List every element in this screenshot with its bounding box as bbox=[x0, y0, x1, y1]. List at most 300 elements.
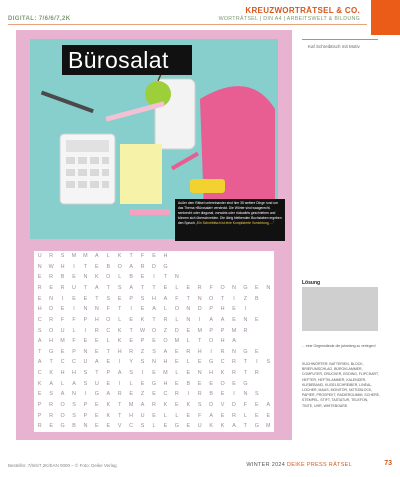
grid-letter: A bbox=[140, 402, 145, 409]
grid-letter: C bbox=[163, 391, 168, 398]
grid-letter: L bbox=[175, 284, 179, 291]
grid-letter: H bbox=[129, 412, 134, 419]
grid-letter: R bbox=[232, 370, 236, 377]
grid-letter: R bbox=[140, 263, 145, 270]
footer-issue bbox=[246, 462, 352, 468]
grid-letter: I bbox=[256, 359, 258, 366]
grid-letter: L bbox=[118, 274, 122, 281]
header-rule bbox=[8, 24, 367, 25]
grid-letter: R bbox=[232, 412, 236, 419]
grid-letter: E bbox=[129, 316, 133, 323]
grid-letter: O bbox=[209, 338, 214, 345]
grid-letter: E bbox=[197, 359, 202, 366]
grid-letter: T bbox=[243, 359, 248, 366]
grid-letter: G bbox=[60, 423, 65, 430]
grid-letter: S bbox=[140, 423, 145, 430]
grid-letter: M bbox=[71, 253, 77, 259]
grid-letter: R bbox=[37, 284, 42, 291]
grid-letter: G bbox=[209, 359, 214, 366]
grid-letter: E bbox=[152, 370, 156, 377]
grid-letter: E bbox=[232, 306, 236, 313]
grid-letter: T bbox=[243, 370, 248, 377]
solution-label: Lösung bbox=[302, 280, 321, 286]
grid-letter: O bbox=[49, 327, 54, 334]
grid-letter: I bbox=[244, 306, 247, 313]
grid-letter: H bbox=[94, 316, 99, 323]
word-list-title: SUCHWÖRTER: bbox=[302, 362, 329, 366]
grid-letter: I bbox=[61, 295, 64, 302]
grid-letter: H bbox=[163, 380, 168, 387]
grid-letter: H bbox=[60, 370, 65, 377]
grid-letter: L bbox=[61, 380, 65, 387]
grid-letter: R bbox=[197, 284, 202, 291]
grid-letter: B bbox=[209, 391, 213, 398]
grid-letter: M bbox=[266, 423, 271, 430]
grid-letter: D bbox=[232, 402, 236, 409]
grid-letter: R bbox=[174, 391, 179, 398]
grid-letter: K bbox=[186, 402, 191, 409]
grid-letter: S bbox=[140, 359, 145, 366]
grid-letter: E bbox=[49, 284, 53, 291]
grid-letter: L bbox=[175, 370, 179, 377]
grid-letter: F bbox=[72, 316, 76, 323]
grid-letter: B bbox=[255, 295, 259, 302]
grid-letter: H bbox=[49, 338, 54, 345]
grid-letter: I bbox=[84, 391, 87, 398]
grid-letter: A bbox=[95, 359, 99, 366]
word-list-items: BATTERIEN, BLOCK, BRIEFUMSCHLAG, BÜROKLAMMER, COMPUTER, DRUCKER, EDDING, FLIPCHART, HEFTER, HEFTKLAMMER, KALENDER, KLEBEBAND, KUGELSCHREIBER, LINEAL, LOCHER, MAUS, MONITOR, NOTIZBLOCK, PAPIER, PROSPEKT, RADIERGUMMI, SCHERE, STEMPEL, STIFT, TASTATUR, TELEFON, TINTE, UHR, WHITEBOARD bbox=[302, 362, 380, 408]
grid-letter: E bbox=[60, 306, 65, 313]
instructions-highlight: „Ein Schreibtisch ist eine Komplizierte Vorrichtung, ..." bbox=[195, 220, 275, 225]
grid-letter: N bbox=[83, 423, 88, 430]
grid-letter: K bbox=[220, 370, 225, 377]
grid-letter: S bbox=[140, 295, 145, 302]
grid-letter: N bbox=[186, 316, 191, 323]
grid-letter: D bbox=[174, 327, 179, 334]
grid-letter: A bbox=[37, 359, 42, 366]
grid-letter: A bbox=[49, 380, 53, 387]
grid-letter: O bbox=[163, 338, 168, 345]
grid-letter: E bbox=[95, 402, 99, 409]
grid-letter: A bbox=[152, 306, 156, 313]
grid-letter: H bbox=[209, 370, 214, 377]
grid-letter: P bbox=[140, 338, 145, 345]
grid-letter: H bbox=[163, 253, 168, 259]
grid-letter: A bbox=[209, 316, 213, 323]
grid-letter: I bbox=[233, 391, 235, 398]
grid-letter: F bbox=[243, 402, 248, 409]
grid-letter: E bbox=[37, 295, 42, 302]
grid-letter: A bbox=[106, 391, 111, 398]
grid-letter: F bbox=[140, 253, 145, 259]
grid-letter: E bbox=[186, 370, 191, 377]
grid-letter: E bbox=[255, 402, 259, 409]
grid-letter: R bbox=[49, 412, 54, 419]
grid-letter: T bbox=[118, 402, 122, 409]
grid-letter: O bbox=[106, 274, 111, 281]
grid-letter: P bbox=[209, 306, 213, 313]
grid-letter: F bbox=[72, 338, 76, 345]
grid-letter: E bbox=[117, 295, 122, 302]
grid-letter: L bbox=[106, 338, 110, 345]
grid-letter: I bbox=[141, 370, 144, 377]
grid-letter: A bbox=[95, 284, 99, 291]
grid-letter: E bbox=[106, 380, 111, 387]
grid-letter: T bbox=[95, 295, 99, 302]
grid-letter: E bbox=[163, 284, 168, 291]
grid-letter: E bbox=[95, 423, 99, 430]
grid-letter: T bbox=[129, 327, 133, 334]
grid-letter: T bbox=[83, 263, 88, 270]
grid-letter: E bbox=[255, 348, 259, 355]
grid-letter: U bbox=[140, 412, 145, 419]
grid-letter: N bbox=[49, 295, 54, 302]
grid-letter: O bbox=[117, 263, 122, 270]
grid-letter: O bbox=[60, 412, 65, 419]
grid-letter: K bbox=[106, 402, 111, 409]
grid-letter: N bbox=[186, 306, 191, 313]
grid-letter: C bbox=[37, 316, 42, 323]
grid-letter: G bbox=[151, 380, 157, 387]
grid-letter: G bbox=[163, 263, 168, 270]
puzzle-title: Bürosalat bbox=[68, 46, 169, 73]
instructions-text: Außer dem Rätsel untereinander sind hier 35 weitere Dinge rund um das Thema »Bürosalat« versteckt. Die Wörter sind waagerecht, senkrecht oder diagonal, vorwärts oder rückwärts geschrieben und können sich überschneiden. Die übrig bleibenden Buchstaben ergeben den Spruch bbox=[178, 201, 282, 225]
grid-letter: I bbox=[210, 348, 212, 355]
grid-letter: T bbox=[129, 253, 133, 259]
grid-letter: S bbox=[60, 253, 65, 259]
grid-letter: T bbox=[38, 348, 42, 355]
grid-letter: E bbox=[83, 295, 88, 302]
grid-letter: H bbox=[117, 348, 122, 355]
grid-letter: L bbox=[72, 327, 76, 334]
grid-letter: R bbox=[243, 327, 248, 334]
grid-letter: E bbox=[37, 391, 42, 398]
grid-letter: K bbox=[49, 370, 53, 377]
grid-letter: I bbox=[130, 306, 132, 313]
grid-letter: N bbox=[232, 348, 236, 355]
grid-letter: U bbox=[72, 284, 76, 291]
grid-letter: E bbox=[95, 412, 99, 419]
grid-letter: E bbox=[266, 412, 271, 419]
grid-letter: K bbox=[106, 412, 111, 419]
grid-letter: S bbox=[117, 284, 122, 291]
grid-letter: F bbox=[106, 306, 110, 313]
grid-letter: R bbox=[117, 391, 122, 398]
grid-letter: K bbox=[163, 402, 168, 409]
grid-letter: H bbox=[220, 338, 225, 345]
grid-letter: R bbox=[37, 423, 42, 430]
grid-letter: N bbox=[94, 306, 99, 313]
grid-letter: N bbox=[174, 274, 179, 281]
grid-letter: B bbox=[129, 274, 133, 281]
grid-letter: P bbox=[106, 370, 111, 377]
grid-letter: S bbox=[72, 412, 76, 419]
grid-letter: C bbox=[129, 423, 134, 430]
grid-letter: T bbox=[95, 370, 99, 377]
grid-letter: K bbox=[220, 423, 225, 430]
grid-letter: U bbox=[197, 423, 202, 430]
grid-letter: E bbox=[95, 338, 99, 345]
grid-letter: K bbox=[37, 380, 42, 387]
grid-letter: E bbox=[232, 316, 236, 323]
grid-letter: N bbox=[83, 306, 88, 313]
grid-letter: S bbox=[37, 327, 42, 334]
grid-letter: I bbox=[84, 327, 87, 334]
grid-letter: E bbox=[255, 284, 259, 291]
grid-letter: S bbox=[72, 402, 76, 409]
grid-letter: S bbox=[49, 391, 53, 398]
grid-letter: N bbox=[152, 359, 156, 366]
grid-letter: M bbox=[197, 327, 202, 334]
grid-letter: E bbox=[175, 402, 179, 409]
grid-letter: A bbox=[266, 402, 271, 409]
grid-letter: P bbox=[220, 327, 225, 334]
grid-letter: I bbox=[187, 391, 190, 398]
grid-letter: L bbox=[163, 306, 167, 313]
grid-letter: A bbox=[129, 284, 133, 291]
grid-letter: E bbox=[152, 412, 156, 419]
grid-letter: T bbox=[152, 316, 156, 323]
grid-letter: E bbox=[95, 263, 99, 270]
grid-letter: A bbox=[72, 380, 76, 387]
grid-letter: W bbox=[140, 327, 146, 334]
grid-letter: E bbox=[37, 274, 42, 281]
grid-letter: E bbox=[129, 391, 133, 398]
grid-letter: E bbox=[106, 359, 111, 366]
grid-letter: A bbox=[220, 316, 225, 323]
grid-letter: E bbox=[186, 327, 191, 334]
grid-letter: M bbox=[83, 253, 88, 259]
grid-letter: T bbox=[106, 284, 110, 291]
grid-letter: Z bbox=[140, 348, 145, 355]
side-note: Kaf Schreibtisch mit Motiv bbox=[308, 44, 360, 49]
grid-letter: F bbox=[198, 412, 202, 419]
grid-letter: O bbox=[174, 306, 179, 313]
grid-letter: I bbox=[118, 359, 121, 366]
header-label: DIGITAL: 7/6/6/7,2K bbox=[8, 16, 71, 22]
grid-letter: T bbox=[152, 284, 156, 291]
grid-letter: G bbox=[254, 423, 259, 430]
grid-letter: B bbox=[72, 423, 76, 430]
grid-letter: B bbox=[60, 274, 65, 281]
grid-letter: N bbox=[37, 263, 42, 270]
puzzle-instructions bbox=[175, 199, 285, 241]
puzzle-title-banner bbox=[62, 45, 192, 75]
grid-letter: P bbox=[209, 327, 213, 334]
grid-letter: E bbox=[152, 391, 156, 398]
grid-letter: I bbox=[233, 295, 235, 302]
grid-letter: N bbox=[72, 391, 76, 398]
grid-letter: T bbox=[198, 338, 202, 345]
grid-letter: D bbox=[49, 306, 54, 313]
grid-letter: E bbox=[175, 348, 179, 355]
grid-letter: I bbox=[118, 380, 121, 387]
grid-letter: O bbox=[220, 380, 225, 387]
grid-letter: P bbox=[83, 412, 88, 419]
grid-letter: M bbox=[163, 370, 168, 377]
grid-letter: S bbox=[83, 370, 88, 377]
grid-letter: R bbox=[254, 370, 259, 377]
grid-letter: N bbox=[197, 370, 202, 377]
grid-letter: P bbox=[83, 316, 88, 323]
grid-letter: C bbox=[37, 370, 42, 377]
grid-letter: R bbox=[220, 348, 225, 355]
grid-letter: H bbox=[60, 263, 65, 270]
grid-letter: E bbox=[186, 423, 191, 430]
grid-letter: I bbox=[73, 263, 75, 270]
grid-letter: C bbox=[60, 359, 65, 366]
grid-letter: E bbox=[186, 412, 191, 419]
grid-letter: L bbox=[129, 380, 133, 387]
grid-letter: E bbox=[129, 338, 133, 345]
grid-letter: E bbox=[60, 348, 65, 355]
grid-letter: T bbox=[118, 412, 122, 419]
grid-letter: O bbox=[106, 316, 111, 323]
grid-letter: E bbox=[220, 391, 225, 398]
grid-letter: B bbox=[186, 380, 191, 387]
grid-letter: R bbox=[49, 402, 54, 409]
grid-letter: W bbox=[48, 263, 54, 270]
grid-letter: T bbox=[243, 423, 248, 430]
grid-letter: F bbox=[175, 295, 179, 302]
grid-letter: E bbox=[140, 306, 145, 313]
grid-letter: T bbox=[83, 284, 88, 291]
grid-letter: R bbox=[49, 253, 54, 259]
grid-letter: K bbox=[95, 274, 99, 281]
grid-letter: R bbox=[152, 402, 156, 409]
grid-letter: R bbox=[60, 284, 65, 291]
grid-letter: H bbox=[197, 348, 202, 355]
grid-letter: B bbox=[106, 263, 111, 270]
grid-letter: P bbox=[37, 402, 42, 409]
page-number: 73 bbox=[384, 460, 392, 467]
grid-letter: R bbox=[94, 327, 99, 334]
grid-letter: L bbox=[186, 359, 190, 366]
grid-letter: E bbox=[106, 423, 111, 430]
grid-letter: O bbox=[60, 402, 65, 409]
grid-letter: K bbox=[140, 316, 145, 323]
grid-letter: O bbox=[151, 327, 157, 334]
grid-letter: A bbox=[129, 263, 133, 270]
grid-letter: M bbox=[174, 338, 180, 345]
grid-letter: N bbox=[83, 348, 88, 355]
grid-letter: Z bbox=[163, 327, 168, 334]
grid-letter: G bbox=[243, 348, 248, 355]
grid-letter: L bbox=[163, 412, 167, 419]
grid-letter: R bbox=[186, 348, 191, 355]
solution-grid-thumbnail bbox=[302, 287, 378, 331]
grid-letter: C bbox=[220, 359, 225, 366]
grid-letter: U bbox=[60, 327, 65, 334]
grid-letter: O bbox=[220, 284, 225, 291]
section-tab bbox=[371, 0, 400, 35]
word-search-grid bbox=[34, 251, 274, 432]
grid-letter: K bbox=[209, 423, 213, 430]
grid-letter: P bbox=[83, 402, 88, 409]
grid-letter: R bbox=[49, 274, 54, 281]
grid-letter: E bbox=[232, 380, 236, 387]
grid-letter: N bbox=[243, 391, 248, 398]
grid-letter: R bbox=[197, 391, 202, 398]
grid-letter: G bbox=[243, 380, 248, 387]
footer-credit: Bestellnr. 7/6/6/7,2K/EAN 0000 – © Foto: Deike Verlag bbox=[8, 463, 117, 468]
grid-letter: I bbox=[198, 316, 201, 323]
word-list bbox=[302, 362, 380, 409]
grid-letter: E bbox=[152, 338, 156, 345]
grid-letter: D bbox=[209, 402, 214, 409]
grid-letter: E bbox=[95, 348, 99, 355]
grid-letter: N bbox=[266, 284, 271, 291]
grid-letter: P bbox=[72, 348, 76, 355]
grid-letter: G bbox=[243, 284, 248, 291]
grid-letter: T bbox=[140, 284, 145, 291]
grid-letter: L bbox=[175, 412, 179, 419]
grid-letter: Z bbox=[140, 391, 145, 398]
solution-caption: ... eine Gegenstände die jahrelang zu verlegen! bbox=[302, 344, 376, 348]
grid-letter: K bbox=[117, 327, 122, 334]
grid-letter: A bbox=[232, 338, 236, 345]
grid-letter: S bbox=[129, 370, 133, 377]
grid-letter: D bbox=[152, 263, 156, 270]
grid-letter: L bbox=[152, 423, 156, 430]
grid-letter: S bbox=[255, 391, 259, 398]
grid-letter: E bbox=[140, 274, 145, 281]
grid-letter: S bbox=[197, 402, 202, 409]
grid-letter: A bbox=[95, 253, 99, 259]
grid-letter: L bbox=[106, 253, 110, 259]
grid-letter: H bbox=[152, 295, 156, 302]
grid-letter: N bbox=[243, 316, 248, 323]
grid-letter: R bbox=[163, 316, 168, 323]
grid-letter: L bbox=[243, 412, 247, 419]
grid-letter: S bbox=[106, 295, 111, 302]
grid-letter: A bbox=[117, 370, 122, 377]
grid-letter: E bbox=[220, 412, 225, 419]
grid-letter: E bbox=[49, 423, 53, 430]
grid-letter: S bbox=[83, 380, 88, 387]
grid-letter: T bbox=[49, 359, 53, 366]
grid-letter: F bbox=[209, 284, 213, 291]
grid-letter: M bbox=[231, 327, 237, 334]
grid-letter: E bbox=[186, 284, 191, 291]
grid-letter: M bbox=[60, 338, 65, 345]
grid-letter: A bbox=[209, 412, 213, 419]
footer-brand: DEIKE PRESS RÄTSEL bbox=[286, 462, 352, 468]
grid-letter: E bbox=[255, 412, 259, 419]
grid-letter: L bbox=[175, 316, 179, 323]
grid-letter: H bbox=[163, 359, 168, 366]
grid-letter: E bbox=[72, 295, 76, 302]
grid-letter: T bbox=[118, 306, 122, 313]
section-title: KREUZWORTRÄTSEL & CO. bbox=[245, 6, 360, 15]
grid-letter: E bbox=[83, 338, 88, 345]
grid-letter: S bbox=[152, 348, 156, 355]
grid-letter: Y bbox=[129, 359, 133, 366]
grid-letter: T bbox=[163, 274, 168, 281]
grid-letter: N bbox=[232, 284, 236, 291]
grid-letter: E bbox=[175, 359, 179, 366]
grid-letter: N bbox=[83, 274, 88, 281]
grid-letter: E bbox=[255, 316, 259, 323]
grid-letter: R bbox=[49, 316, 54, 323]
grid-letter: T bbox=[220, 295, 225, 302]
grid-letter: L bbox=[186, 338, 190, 345]
grid-letter: I bbox=[73, 306, 75, 313]
side-rule bbox=[302, 39, 378, 40]
grid-letter: A bbox=[60, 391, 65, 398]
grid-letter: C bbox=[106, 327, 111, 334]
grid-letter: A bbox=[163, 348, 168, 355]
